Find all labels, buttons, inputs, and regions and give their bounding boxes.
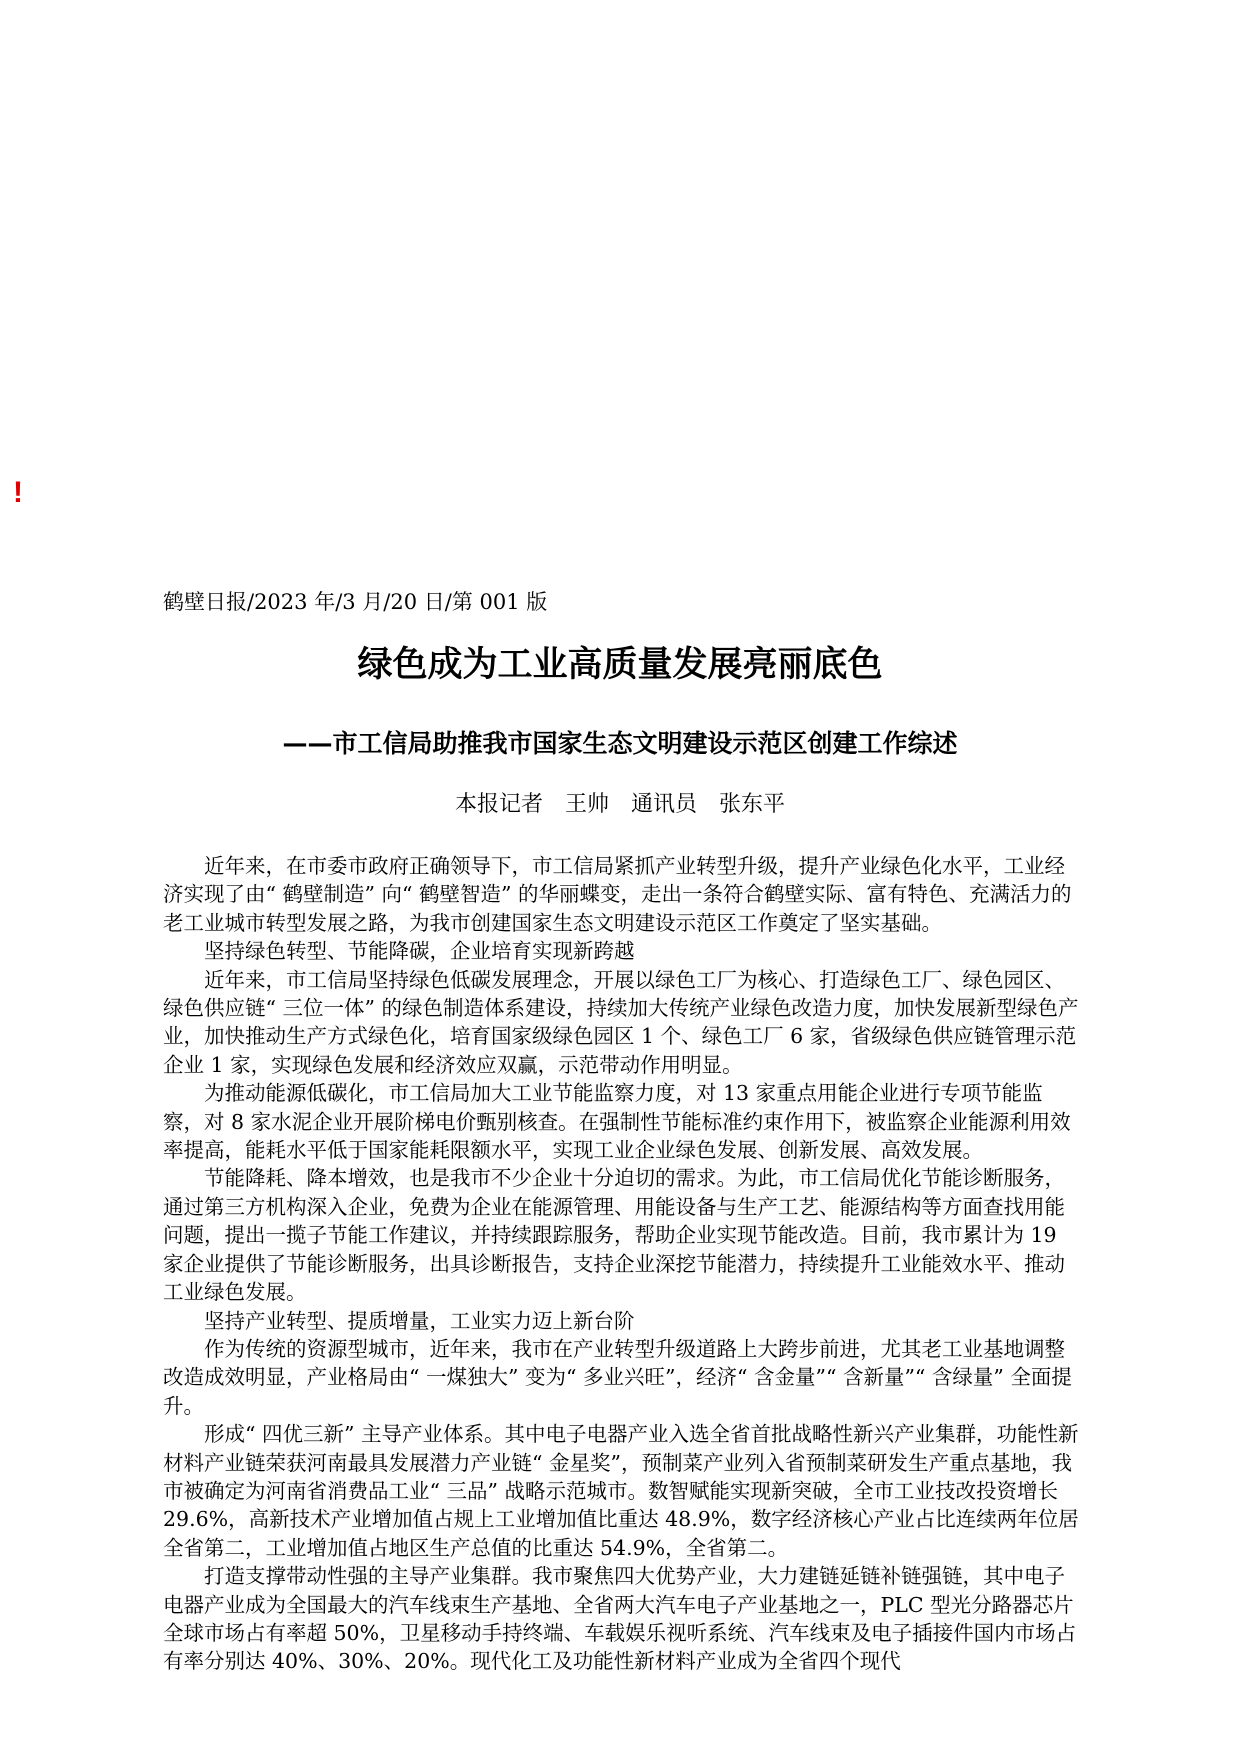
paragraph: 为推动能源低碳化，市工信局加大工业节能监察力度，对 13 家重点用能企业进行专项节能监察，对 8 家水泥企业开展阶梯电价甄别核查。在强制性节能标准约束作用下，被监察企业能源利用效率提高，能耗水平低于国家能耗限额水平，实现工业企业绿色发展、创新发展、高效发展。 xyxy=(163,1081,1071,1163)
paragraph: 近年来，在市委市政府正确领导下，市工信局紧抓产业转型升级，提升产业绿色化水平，工业经济实现了由“ 鹤壁制造” 向“ 鹤壁智造” 的华丽蝶变，走出一条符合鹤壁实际、富有特色、充满活力的老工业城市转型发展之路，为我市创建国家生态文明建设示范区工作奠定了坚实基础。 xyxy=(163,854,1072,935)
alert-mark: ! xyxy=(13,476,23,509)
paragraph: 节能降耗、降本增效，也是我市不少企业十分迫切的需求。为此，市工信局优化节能诊断服务，通过第三方机构深入企业，免费为企业在能源管理、用能设备与生产工艺、能源结构等方面查找用能问题，提出一揽子节能工作建议，并持续跟踪服务，帮助企业实现节能改造。目前，我市累计为 19 家企业提供了节能诊断服务，出具诊断报告，支持企业深挖节能潜力，持续提升工业能效水平、推动工业绿色发展。 xyxy=(163,1166,1065,1305)
section-heading: 坚持产业转型、提质增量，工业实力迈上新台阶 xyxy=(204,1308,635,1333)
article-subtitle: ——市工信局助推我市国家生态文明建设示范区创建工作综述 xyxy=(282,729,958,758)
paragraph: 打造支撑带动性强的主导产业集群。我市聚焦四大优势产业，大力建链延链补链强链，其中电子电器产业成为全国最大的汽车线束生产基地、全省两大汽车电子产业基地之一，PLC 型光分路器芯片全球市场占有率超 50%，卫星移动手持终端、车载娱乐视听系统、汽车线束及电子插接件国内市场占有率分别达 40%、30%、20%。现代化工及功能性新材料产业成为全省四个现代 xyxy=(163,1564,1077,1674)
paragraph: 近年来，市工信局坚持绿色低碳发展理念，开展以绿色工厂为核心、打造绿色工厂、绿色园区、绿色供应链“ 三位一体” 的绿色制造体系建设，持续加大传统产业绿色改造力度，加快发展新型绿色产业，加快推动生产方式绿色化，培育国家级绿色园区 1 个、绿色工厂 6 家，省级绿色供应链管理示范企业 1 家，实现绿色发展和经济效应双赢，示范带动作用明显。 xyxy=(163,967,1079,1077)
source-line: 鹤壁日报/2023 年/3 月/20 日/第 001 版 xyxy=(163,590,548,614)
article-title: 绿色成为工业高质量发展亮丽底色 xyxy=(357,645,883,685)
paragraph: 作为传统的资源型城市，近年来，我市在产业转型升级道路上大跨步前进，尤其老工业基地调整改造成效明显，产业格局由“ 一煤独大” 变为“ 多业兴旺”，经济“ 含金量”“ 含新量”“ 含绿量” 全面提升。 xyxy=(163,1336,1072,1418)
section-heading: 坚持绿色转型、节能降碳，企业培育实现新跨越 xyxy=(204,939,635,964)
byline: 本报记者 王帅 通讯员 张东平 xyxy=(454,792,785,817)
article-body xyxy=(163,852,1083,1676)
paragraph: 形成“ 四优三新” 主导产业体系。其中电子电器产业入选全省首批战略性新兴产业集群，功能性新材料产业链荣获河南最具发展潜力产业链“ 金星奖”，预制菜产业列入省预制菜研发生产重点基地，我市被确定为河南省消费品工业“ 三品” 战略示范城市。数智赋能实现新突破，全市工业技改投资增长 29.6%，高新技术产业增加值占规上工业增加值比重达 48.9%，数字经济核心产业占比连续两年位居全省第二，工业增加值占地区生产总值的比重达 54.9%，全省第二。 xyxy=(163,1422,1079,1560)
